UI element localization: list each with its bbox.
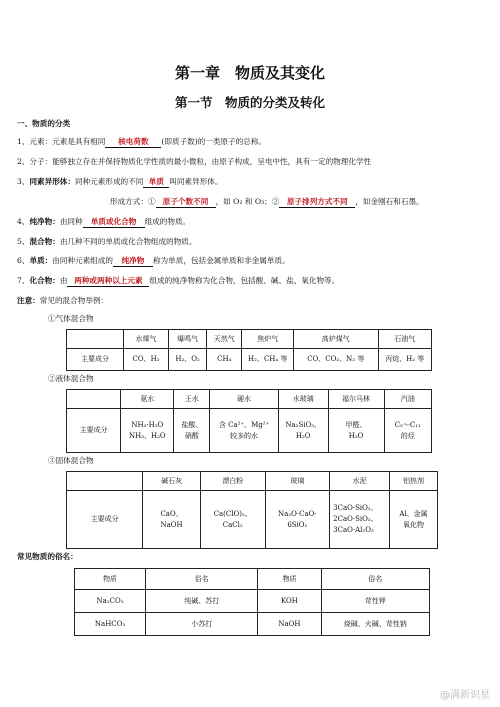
header-cell [67, 330, 124, 349]
item-element: 1、元素：元素是具有相同 核电荷数 (即质子数)的一类原子的总称。 [17, 137, 267, 146]
gas-mixture-table [66, 329, 432, 371]
answer-blank: 原子排列方式不同 [279, 197, 355, 208]
header-cell: 水煤气 [124, 330, 169, 349]
table-cell: H₂、O₂ [169, 349, 207, 371]
table-cell: CH₄ [207, 349, 242, 371]
header-cell: 汽油 [384, 390, 431, 409]
table-cell: CO、CO₂、N₂ 等 [294, 349, 378, 371]
header-cell: 俗名 [321, 569, 429, 590]
answer-blank: 纯净物 [113, 256, 153, 267]
table-cell: 盐酸、 硝酸 [174, 409, 210, 453]
liquid-caption: ②液体混合物 [48, 374, 94, 383]
header-cell: 氨水 [121, 390, 174, 409]
row-label: 主要成分 [67, 491, 143, 549]
table-cell: CO、H₂ [124, 349, 169, 371]
item-molecule: 2、分子：能够独立存在并保持物质化学性质的最小微粒，由原子构成，呈电中性，具有一定的物理化学性 [17, 157, 372, 166]
header-cell: 俗名 [146, 569, 258, 590]
row-label: 主要成分 [67, 349, 124, 371]
item-allotrope-ways: 形成方式：① 原子个数不同 ，如 O₂ 和 O₃；② 原子排列方式不同 ，如金刚石和石墨。 [110, 197, 424, 206]
table-cell: 3CaO·SiO₂、 2CaO·SiO₂、 3CaO·Al₂O₃ [330, 491, 390, 549]
table-cell: 含 Ca²⁺、Mg²⁺ 较多的水 [210, 409, 278, 453]
chapter-title: 第一章 物质及其变化 [174, 64, 325, 82]
header-cell: 王水 [174, 390, 210, 409]
table-cell: 甲醛、 H₂O [328, 409, 384, 453]
common-names-table [74, 568, 430, 636]
table-cell: NaOH [258, 613, 321, 636]
header-cell: 高炉煤气 [294, 330, 378, 349]
table-cell: C₅～C₁₁ 的烃 [384, 409, 431, 453]
table-cell: NaHCO₃ [75, 613, 146, 636]
part-heading: 一、物质的分类 [17, 119, 71, 128]
table-cell: Na₂O·CaO· 6SiO₂ [265, 491, 330, 549]
table-cell: CaO、 NaOH [143, 491, 201, 549]
item-mixture: 5、混合物：由几种不同的单质或化合物组成的物质。 [17, 237, 197, 246]
header-cell: 物质 [75, 569, 146, 590]
table-row [75, 590, 430, 613]
answer-blank: 原子个数不同 [156, 197, 216, 208]
table-cell: KOH [258, 590, 321, 613]
liquid-mixture-table [66, 389, 432, 453]
answer-blank: 核电荷数 [105, 137, 161, 148]
header-cell: 硬水 [210, 390, 278, 409]
header-cell: 石油气 [378, 330, 432, 349]
header-cell: 水泥 [330, 472, 390, 491]
table-cell: Al、金属 氧化物 [390, 491, 438, 549]
header-cell: 爆鸣气 [169, 330, 207, 349]
table-cell: H₂、CH₄ 等 [242, 349, 294, 371]
header-cell: 福尔马林 [328, 390, 384, 409]
table-cell: 烧碱、火碱、苛性钠 [321, 613, 429, 636]
header-cell: 漂白粉 [200, 472, 265, 491]
item-elemental-substance: 6、单质：由同种元素组成的 纯净物 称为单质，包括金属单质和非金属单质。 [17, 256, 290, 265]
row-label: 主要成分 [67, 409, 121, 453]
header-cell [67, 390, 121, 409]
solid-mixture-table [66, 471, 438, 549]
table-cell: NH₃·H₂O NH₃、H₂O [121, 409, 174, 453]
answer-blank: 单质或化合物 [83, 217, 145, 228]
section-title: 第一节 物质的分类及转化 [174, 95, 325, 110]
header-cell: 水玻璃 [278, 390, 328, 409]
watermark: @满新识星 [440, 690, 490, 701]
header-cell [67, 472, 143, 491]
gas-caption: ①气体混合物 [48, 314, 94, 323]
table-cell: Na₂SiO₃、 H₂O [278, 409, 328, 453]
header-cell: 碱石灰 [143, 472, 201, 491]
header-cell: 玻璃 [265, 472, 330, 491]
header-cell: 焦炉气 [242, 330, 294, 349]
table-cell: Na₂CO₃ [75, 590, 146, 613]
header-cell: 铝热剂 [390, 472, 438, 491]
table-cell: 纯碱、苏打 [146, 590, 258, 613]
item-allotrope: 3、同素异形体：同种元素形成的不同 单质 叫同素异形体。 [17, 177, 223, 186]
answer-blank: 单质 [143, 177, 169, 188]
header-cell: 物质 [258, 569, 321, 590]
answer-blank: 两种或两种以上元素 [67, 276, 149, 287]
table-cell: 丙烷、H₂ 等 [378, 349, 432, 371]
table-cell: 苛性钾 [321, 590, 429, 613]
table-row [75, 613, 430, 636]
common-names-caption: 常见物质的俗名： [17, 552, 78, 561]
solid-caption: ③固体混合物 [48, 456, 94, 465]
note-line: 注意：常见的混合物举例： [17, 296, 109, 305]
header-cell: 天然气 [207, 330, 242, 349]
item-pure-substance: 4、纯净物：由同种 单质或化合物 组成的物质。 [17, 217, 191, 226]
table-cell: 小苏打 [146, 613, 258, 636]
table-cell: Ca(ClO)₂、 CaCl₂ [200, 491, 265, 549]
item-compound: 7、化合物：由 两种或两种以上元素 组成的纯净物称为化合物，包括酸、碱、盐、氧化物等。 [17, 276, 340, 285]
